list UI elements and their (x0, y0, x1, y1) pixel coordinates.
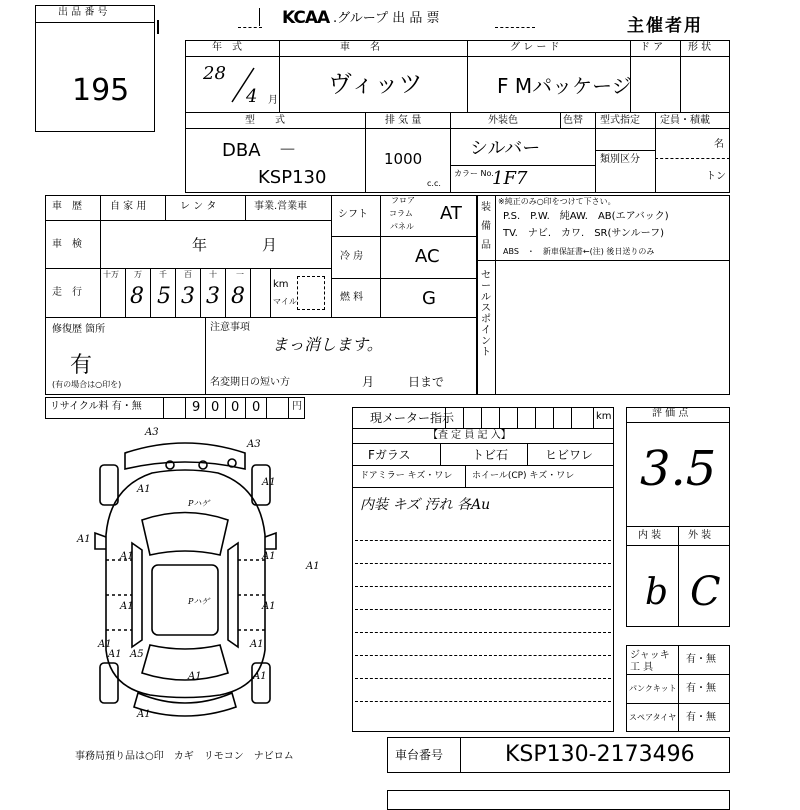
year-value: 28 (203, 63, 226, 84)
km-unit: km (273, 279, 289, 290)
interior-label: 内 装 (638, 530, 662, 541)
f-glass-label: Fガラス (368, 448, 411, 462)
form-title: .グループ 出 品 票 (333, 11, 440, 26)
repair-note: (有の場合は○印を) (52, 380, 122, 389)
interior-value: b (645, 572, 669, 613)
equipment-label-2: 備 (481, 221, 491, 232)
damage-mark-door-fr: A1 (262, 551, 276, 562)
jack-label: ジャッキ 工 具 (630, 650, 670, 673)
damage-mark-door-rl: A1 (120, 601, 134, 612)
color-label: 外装色 (488, 115, 518, 126)
color-change-label: 色替 (563, 115, 583, 126)
equipment-block (477, 195, 730, 395)
damage-mark-rear: A1 (188, 671, 202, 682)
name-change-month: 月 (362, 375, 375, 389)
score-value: 3.5 (640, 441, 717, 497)
equipment-note: ※純正のみ○印をつけて下さい。 (498, 197, 616, 206)
roof-label-roof: Pハゲ (188, 597, 210, 606)
damage-mark-door-rr: A1 (262, 601, 276, 612)
damage-mark-quarter-right: A1 (250, 639, 264, 650)
recycle-digit-2: 0 (211, 400, 220, 415)
exterior-label: 外 装 (688, 530, 712, 541)
car-name: ヴィッツ (328, 70, 423, 98)
model-label: 車 名 (340, 42, 380, 53)
copy-type: 主催者用 (627, 16, 703, 36)
damage-mark-fender-left: A1 (137, 484, 151, 495)
bottom-box (387, 790, 730, 810)
office-custody-note: 事務局預り品は○印 カギ リモコン ナビロム (75, 751, 294, 762)
year-label: 年 式 (212, 42, 242, 53)
damage-mark-mirror-left: A1 (77, 534, 91, 545)
inspection-label: 車 検 (52, 239, 82, 250)
tobi-stone-label: トビ石 (472, 448, 509, 462)
name-change-day: 日まで (408, 375, 445, 389)
inspector-section-label: 【査 定 員 記 入】 (428, 430, 511, 441)
notes-label: 注意事項 (210, 322, 250, 333)
mileage-digit-10: 3 (206, 284, 220, 309)
kcaa-logo: KCAA (282, 8, 330, 28)
sales-point-label: セールスポイント (481, 270, 491, 358)
month-unit: 月 (268, 95, 278, 106)
puncture-kit-label: パンクキット (629, 684, 677, 693)
year-month-slash (228, 66, 258, 107)
mileage-digit-100: 3 (181, 284, 195, 309)
designation-label: 型式指定 (600, 115, 640, 126)
chassis-label: 車台番号 (395, 748, 444, 762)
damage-mark-front-left: A3 (145, 427, 159, 438)
chassis-value: KSP130-2173496 (505, 742, 695, 767)
grade-label: グ レ ー ド (510, 42, 560, 53)
puncture-kit-options: 有・無 (686, 683, 716, 694)
fuel-value: G (422, 288, 436, 309)
lot-number: 195 (72, 73, 130, 108)
mileage-header-100k: 十万 (103, 270, 119, 279)
fuel-label: 燃 料 (340, 292, 364, 303)
score-label: 評 価 点 (652, 408, 689, 419)
damage-mark-front-right: A3 (247, 439, 261, 450)
equipment-line-3: ABS ・ 新車保証書←(注) 後日送りのみ (503, 247, 655, 256)
displacement-label: 排 気 量 (385, 115, 422, 126)
mileage-header-100: 百 (184, 270, 192, 279)
damage-mark-rear-right: A1 (253, 671, 267, 682)
equipment-line-1: P.S. P.W. 純AW. AB(エアバック) (503, 211, 669, 222)
mileage-header-10: 十 (209, 270, 217, 279)
capacity-unit-tons: トン (706, 171, 726, 182)
classification-label: 類別区分 (600, 154, 640, 165)
damage-mark-door-fl: A1 (120, 551, 134, 562)
inspector-comment: 内装 キズ 汚れ 各Au (360, 497, 491, 513)
displacement-value: 1000 (384, 150, 423, 168)
recycle-digit-3: 0 (231, 400, 240, 415)
cc-unit: c.c. (427, 179, 441, 188)
shift-value: AT (440, 203, 462, 224)
private-use-label: 自 家 用 (110, 201, 147, 212)
car-damage-diagram (60, 425, 310, 730)
wheel-label: ホイール(CP) キズ・ワレ (472, 471, 575, 481)
meter-label: 現メーター指示 (370, 411, 455, 425)
shift-label: シフト (338, 209, 368, 220)
recycle-digit-4: 0 (252, 400, 261, 415)
mirror-label: ドアミラー キズ・ワレ (360, 471, 453, 481)
damage-mark-bumper-rear: A1 (137, 709, 151, 720)
mileage-header-1: 一 (236, 270, 244, 279)
equipment-label-1: 装 (481, 202, 491, 213)
damage-mark-wheel-rl2: A5 (130, 649, 144, 660)
damage-mark-fender-right: A1 (262, 477, 276, 488)
color-no-value: 1F7 (492, 168, 528, 189)
mileage-header-1k: 千 (159, 270, 167, 279)
meter-km: km (596, 411, 612, 422)
shape-label: 形 状 (688, 42, 712, 53)
equipment-line-2: TV. ナビ. カワ. SR(サンルーフ) (503, 228, 665, 239)
type-value-1: DBA － (222, 140, 297, 161)
spare-tire-options: 有・無 (686, 712, 716, 723)
history-label: 車 歴 (52, 201, 82, 212)
mileage-header-10k: 万 (134, 270, 142, 279)
damage-mark-mirror-right: A1 (306, 561, 320, 572)
doors-label: ド ア (640, 42, 664, 53)
month-value: 4 (246, 86, 258, 107)
color-no-label: カラー No. (454, 169, 494, 178)
shift-column: コラム (389, 209, 413, 218)
lot-number-box (35, 5, 155, 132)
mileage-digit-1: 8 (231, 284, 245, 309)
ac-value: AC (415, 246, 440, 267)
recycle-digit-1: 9 (192, 400, 201, 415)
capacity-label: 定員・積載 (660, 115, 710, 126)
type-value-2: KSP130 (258, 167, 327, 188)
business-use-label: 事業.営業車 (254, 201, 308, 212)
exterior-value: C (690, 569, 721, 615)
hibi-crack-label: ヒビワレ (545, 448, 594, 462)
color-value: シルバー (470, 138, 541, 159)
equipment-label-3: 品 (481, 240, 491, 251)
mileage-digit-1k: 5 (157, 284, 171, 309)
damage-mark-wheel-rl: A1 (108, 649, 122, 660)
jack-options: 有・無 (686, 654, 716, 665)
spare-tire-label: スペアタイヤ (629, 713, 677, 722)
roof-label-hood: Pハゲ (188, 499, 210, 508)
lot-label: 出 品 番 号 (58, 7, 108, 18)
recycle-unit: 円 (292, 401, 302, 412)
shift-panel: パネル (390, 222, 414, 231)
name-change-label: 名変期日の短い方 (210, 377, 290, 388)
repair-value: 有 (70, 353, 93, 378)
type-label: 型 式 (245, 115, 285, 126)
repair-label: 修復歴 箇所 (52, 324, 106, 335)
rental-label: レ ン タ (180, 201, 217, 212)
shift-floor: フロア (391, 196, 415, 205)
notes-value: まっ消します。 (272, 335, 383, 354)
ac-label: 冷 房 (340, 251, 364, 262)
grade-value: F Mパッケージ (497, 74, 632, 98)
mileage-label: 走 行 (52, 287, 82, 298)
recycle-label: リサイクル料 有・無 (50, 401, 142, 412)
mileage-digit-10k: 8 (130, 284, 144, 309)
inspection-year-unit: 年 (192, 236, 208, 254)
mile-unit: マイル (273, 297, 297, 306)
inspection-month-unit: 月 (262, 236, 278, 254)
damage-mark-quarter-left: A1 (98, 639, 112, 650)
capacity-unit-persons: 名 (714, 139, 724, 150)
